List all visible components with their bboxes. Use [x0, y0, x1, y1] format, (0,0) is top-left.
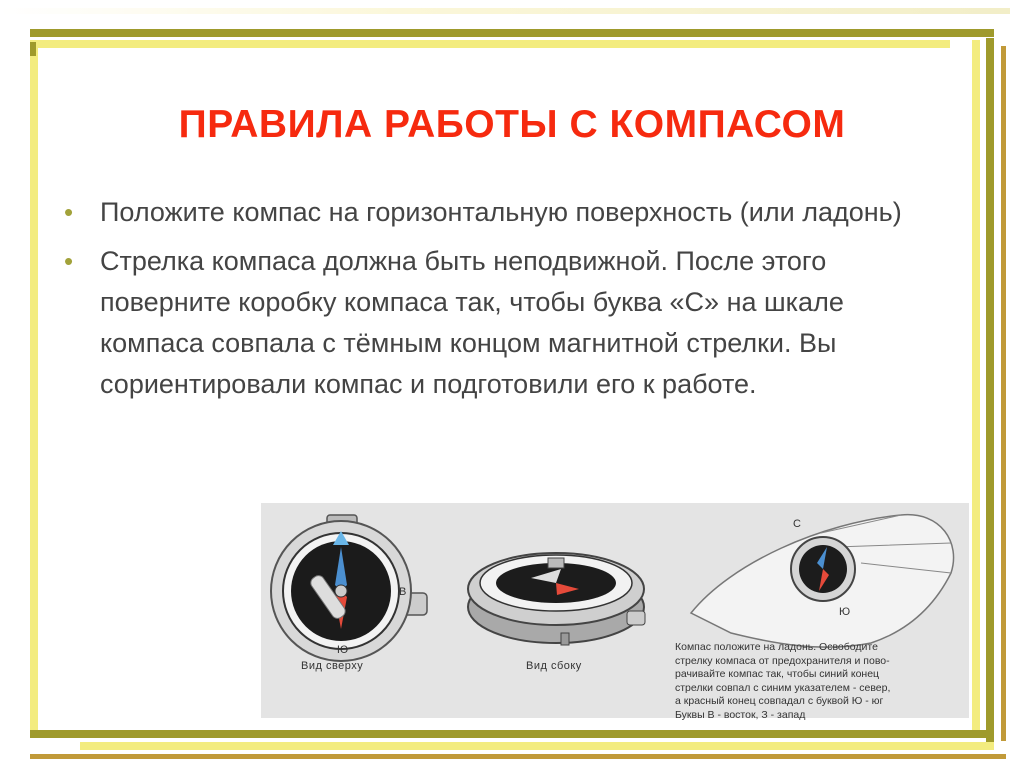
frame-bottom-yellow [80, 742, 994, 750]
frame-bottom-brown [30, 754, 1006, 759]
compass-top-view [271, 515, 427, 661]
bullet-item [60, 192, 940, 233]
frame-left-olive [30, 42, 36, 56]
slide-title: ПРАВИЛА РАБОТЫ С КОМПАСОМ [178, 103, 846, 146]
compass-illustration [261, 503, 969, 721]
compass-side-view [468, 553, 645, 645]
bullet-item [60, 241, 940, 405]
figure-note: Компас положите на ладонь. Освободите стрелку компаса от предохранителя и пово- рачивайте компас так, чтобы синий конец стрелки совпал с синим указателем - север, а красный конец совпадал с буквой Ю - юг Буквы В - восток, З - запад [675, 641, 891, 721]
frame-top-yellow [30, 40, 950, 48]
frame-right-yellow [972, 40, 980, 736]
frame-left-yellow [30, 40, 38, 738]
bullet-text: Стрелка компаса должна быть неподвижной. После этого поверните коробку компаса так, чтобы буква «С» на шкале компаса совпала с тёмным концом магнитной стрелки. Вы сориентировали компас и подготовили его к работе. [100, 246, 844, 399]
frame-top-olive [30, 29, 994, 37]
bullet-text: Положите компас на горизонтальную поверхность (или ладонь) [100, 197, 902, 227]
compass-on-palm [691, 515, 954, 647]
bullet-dot-icon: • [64, 197, 74, 227]
frame-bottom-olive [30, 730, 994, 738]
compass-letter-east: В [399, 586, 407, 598]
caption-top-view: Вид сверху [301, 660, 364, 672]
compass-letter-south-palm: Ю [839, 606, 851, 618]
frame-top-light [0, 8, 1010, 14]
bullet-list [60, 192, 940, 413]
compass-letter-north: С [793, 518, 801, 530]
bullet-dot-icon: • [64, 246, 74, 276]
compass-letter-south: Ю [337, 644, 349, 656]
frame-right-olive [986, 38, 994, 744]
frame-right-brown [1001, 46, 1006, 741]
caption-side-view: Вид сбоку [526, 660, 582, 672]
